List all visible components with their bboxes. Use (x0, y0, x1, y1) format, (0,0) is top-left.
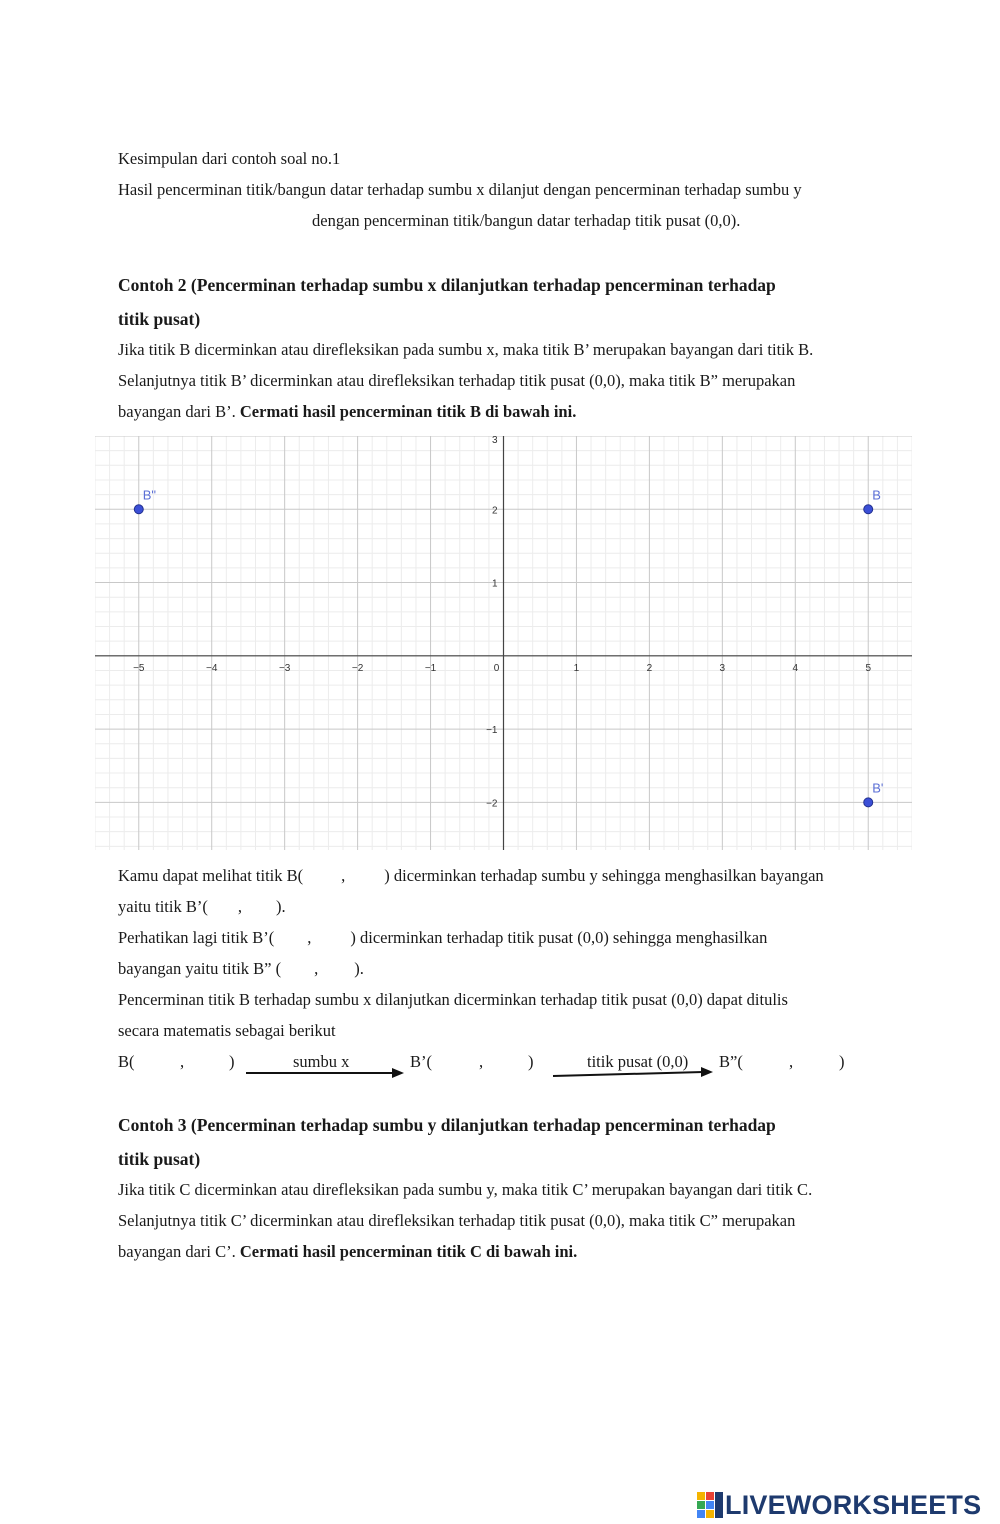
question-1-line2 (118, 897, 286, 917)
mapping-b-close: ) (229, 1052, 235, 1071)
x-tick-label: −1 (424, 662, 437, 674)
mapping-b1-close: ) (528, 1052, 534, 1071)
liveworksheets-logo-icon (697, 1492, 723, 1518)
q2b-comma: , (314, 959, 319, 978)
liveworksheets-logo[interactable] (697, 1490, 981, 1520)
arrow1 (244, 1066, 406, 1080)
tick-labels (133, 436, 871, 809)
example3-paragraph-line1: Jika titik C dicerminkan atau direfleksikan pada sumbu y, maka titik C’ merupakan bayangan dari titik C. (118, 1180, 813, 1199)
example2-p3-bold: Cermati hasil pencerminan titik B di bawah ini. (239, 402, 577, 421)
mapping-b2-close: ) (839, 1052, 845, 1071)
x-tick-label: −4 (206, 662, 218, 674)
mapping-b2-y-blank[interactable] (797, 1052, 835, 1072)
y-tick-label: −1 (486, 725, 498, 737)
example3-heading-line2: titik pusat) (118, 1149, 201, 1169)
q2a-comma: , (307, 928, 312, 947)
arrow1-label: sumbu x (293, 1052, 350, 1071)
example2-heading-line2: titik pusat) (118, 309, 201, 329)
q1a-post: ) dicerminkan terhadap sumbu y sehingga menghasilkan bayangan (384, 866, 824, 885)
q2b-post: ). (354, 959, 364, 978)
x-tick-label: 4 (792, 662, 799, 674)
x-tick-label: 5 (865, 662, 872, 674)
points (134, 487, 884, 810)
coordinate-graph (95, 436, 912, 850)
q1a-text: Kamu dapat melihat titik B( (118, 866, 304, 885)
example3-p3-bold: Cermati hasil pencerminan titik C di bawah ini. (239, 1242, 578, 1261)
q1b-text: yaitu titik B’( (118, 897, 208, 916)
y-tick-label: 2 (491, 505, 498, 517)
q2a-text: Perhatikan lagi titik B’( (118, 928, 275, 947)
mapping-b1-y-blank[interactable] (487, 1052, 525, 1072)
data-point (864, 505, 873, 514)
mapping-b2-x-blank[interactable] (746, 1052, 786, 1072)
example2-p3-plain: bayangan dari B’. (118, 402, 240, 421)
data-point (864, 798, 873, 807)
x-tick-label: 0 (493, 662, 500, 674)
example2-heading-line1: Contoh 2 (Pencerminan terhadap sumbu x dilanjutkan terhadap pencerminan terhadap (118, 275, 776, 295)
data-point-label: B' (872, 780, 884, 796)
data-point (134, 505, 143, 514)
q1a-comma: , (341, 866, 346, 885)
conclusion-title: Kesimpulan dari contoh soal no.1 (118, 149, 341, 168)
arrow2 (551, 1067, 715, 1081)
example3-paragraph-line3 (118, 1242, 577, 1262)
q1b-comma: , (237, 897, 242, 916)
q2a-post: ) dicerminkan terhadap titik pusat (0,0) sehingga menghasilkan (350, 928, 768, 947)
mapping-b-y-blank[interactable] (188, 1052, 226, 1072)
data-point-label: B" (142, 487, 157, 503)
y-tick-label: 1 (491, 578, 498, 590)
example2-paragraph-line2: Selanjutnya titik B’ dicerminkan atau direfleksikan terhadap titik pusat (0,0), maka titik B” merupakan (118, 371, 796, 390)
question-2-line2 (118, 959, 364, 979)
mapping-b-comma: , (180, 1052, 185, 1071)
mapping-b1-open: B’( (410, 1052, 432, 1071)
q2b-text: bayangan yaitu titik B” ( (118, 959, 282, 978)
mapping-b-x-blank[interactable] (137, 1052, 177, 1072)
x-tick-label: −3 (278, 662, 291, 674)
arrow2-label: titik pusat (0,0) (587, 1052, 689, 1071)
example2-paragraph-line3 (118, 402, 576, 422)
conclusion-line-2: dengan pencerminan titik/bangun datar terhadap titik pusat (0,0). (312, 211, 741, 230)
question-2-line1 (118, 928, 767, 948)
example2-paragraph-line1: Jika titik B dicerminkan atau direfleksikan pada sumbu x, maka titik B’ merupakan bayangan dari titik B. (118, 340, 814, 359)
liveworksheets-logo-text: LIVEWORKSHEETS (725, 1489, 982, 1520)
x-tick-label: 3 (719, 662, 726, 674)
mapping-b2-open: B”( (719, 1052, 743, 1071)
mapping-b1-x-blank[interactable] (436, 1052, 476, 1072)
question-3-line2: secara matematis sebagai berikut (118, 1021, 336, 1040)
example3-paragraph-line2: Selanjutnya titik C’ dicerminkan atau direfleksikan terhadap titik pusat (0,0), maka titik C” merupakan (118, 1211, 796, 1230)
q1b-post: ). (275, 897, 286, 916)
x-tick-label: −5 (133, 662, 145, 674)
mapping-b1-comma: , (479, 1052, 484, 1071)
y-tick-label: −2 (486, 798, 498, 810)
question-1-line1 (118, 866, 824, 886)
example3-heading-line1: Contoh 3 (Pencerminan terhadap sumbu y dilanjutkan terhadap pencerminan terhadap (118, 1115, 776, 1135)
x-tick-label: −2 (351, 662, 364, 674)
example3-p3-plain: bayangan dari C’. (118, 1242, 240, 1261)
question-3-line1: Pencerminan titik B terhadap sumbu x dilanjutkan dicerminkan terhadap titik pusat (0,0) dapat ditulis (118, 990, 788, 1009)
mapping-b2-comma: , (789, 1052, 794, 1071)
data-point-label: B (872, 487, 881, 503)
conclusion-line-1: Hasil pencerminan titik/bangun datar terhadap sumbu x dilanjut dengan pencerminan terhadap sumbu y (118, 180, 802, 199)
y-tick-label: 3 (491, 436, 498, 446)
mapping-b-open: B( (118, 1052, 135, 1071)
x-tick-label: 1 (573, 662, 580, 674)
x-tick-label: 2 (646, 662, 653, 674)
